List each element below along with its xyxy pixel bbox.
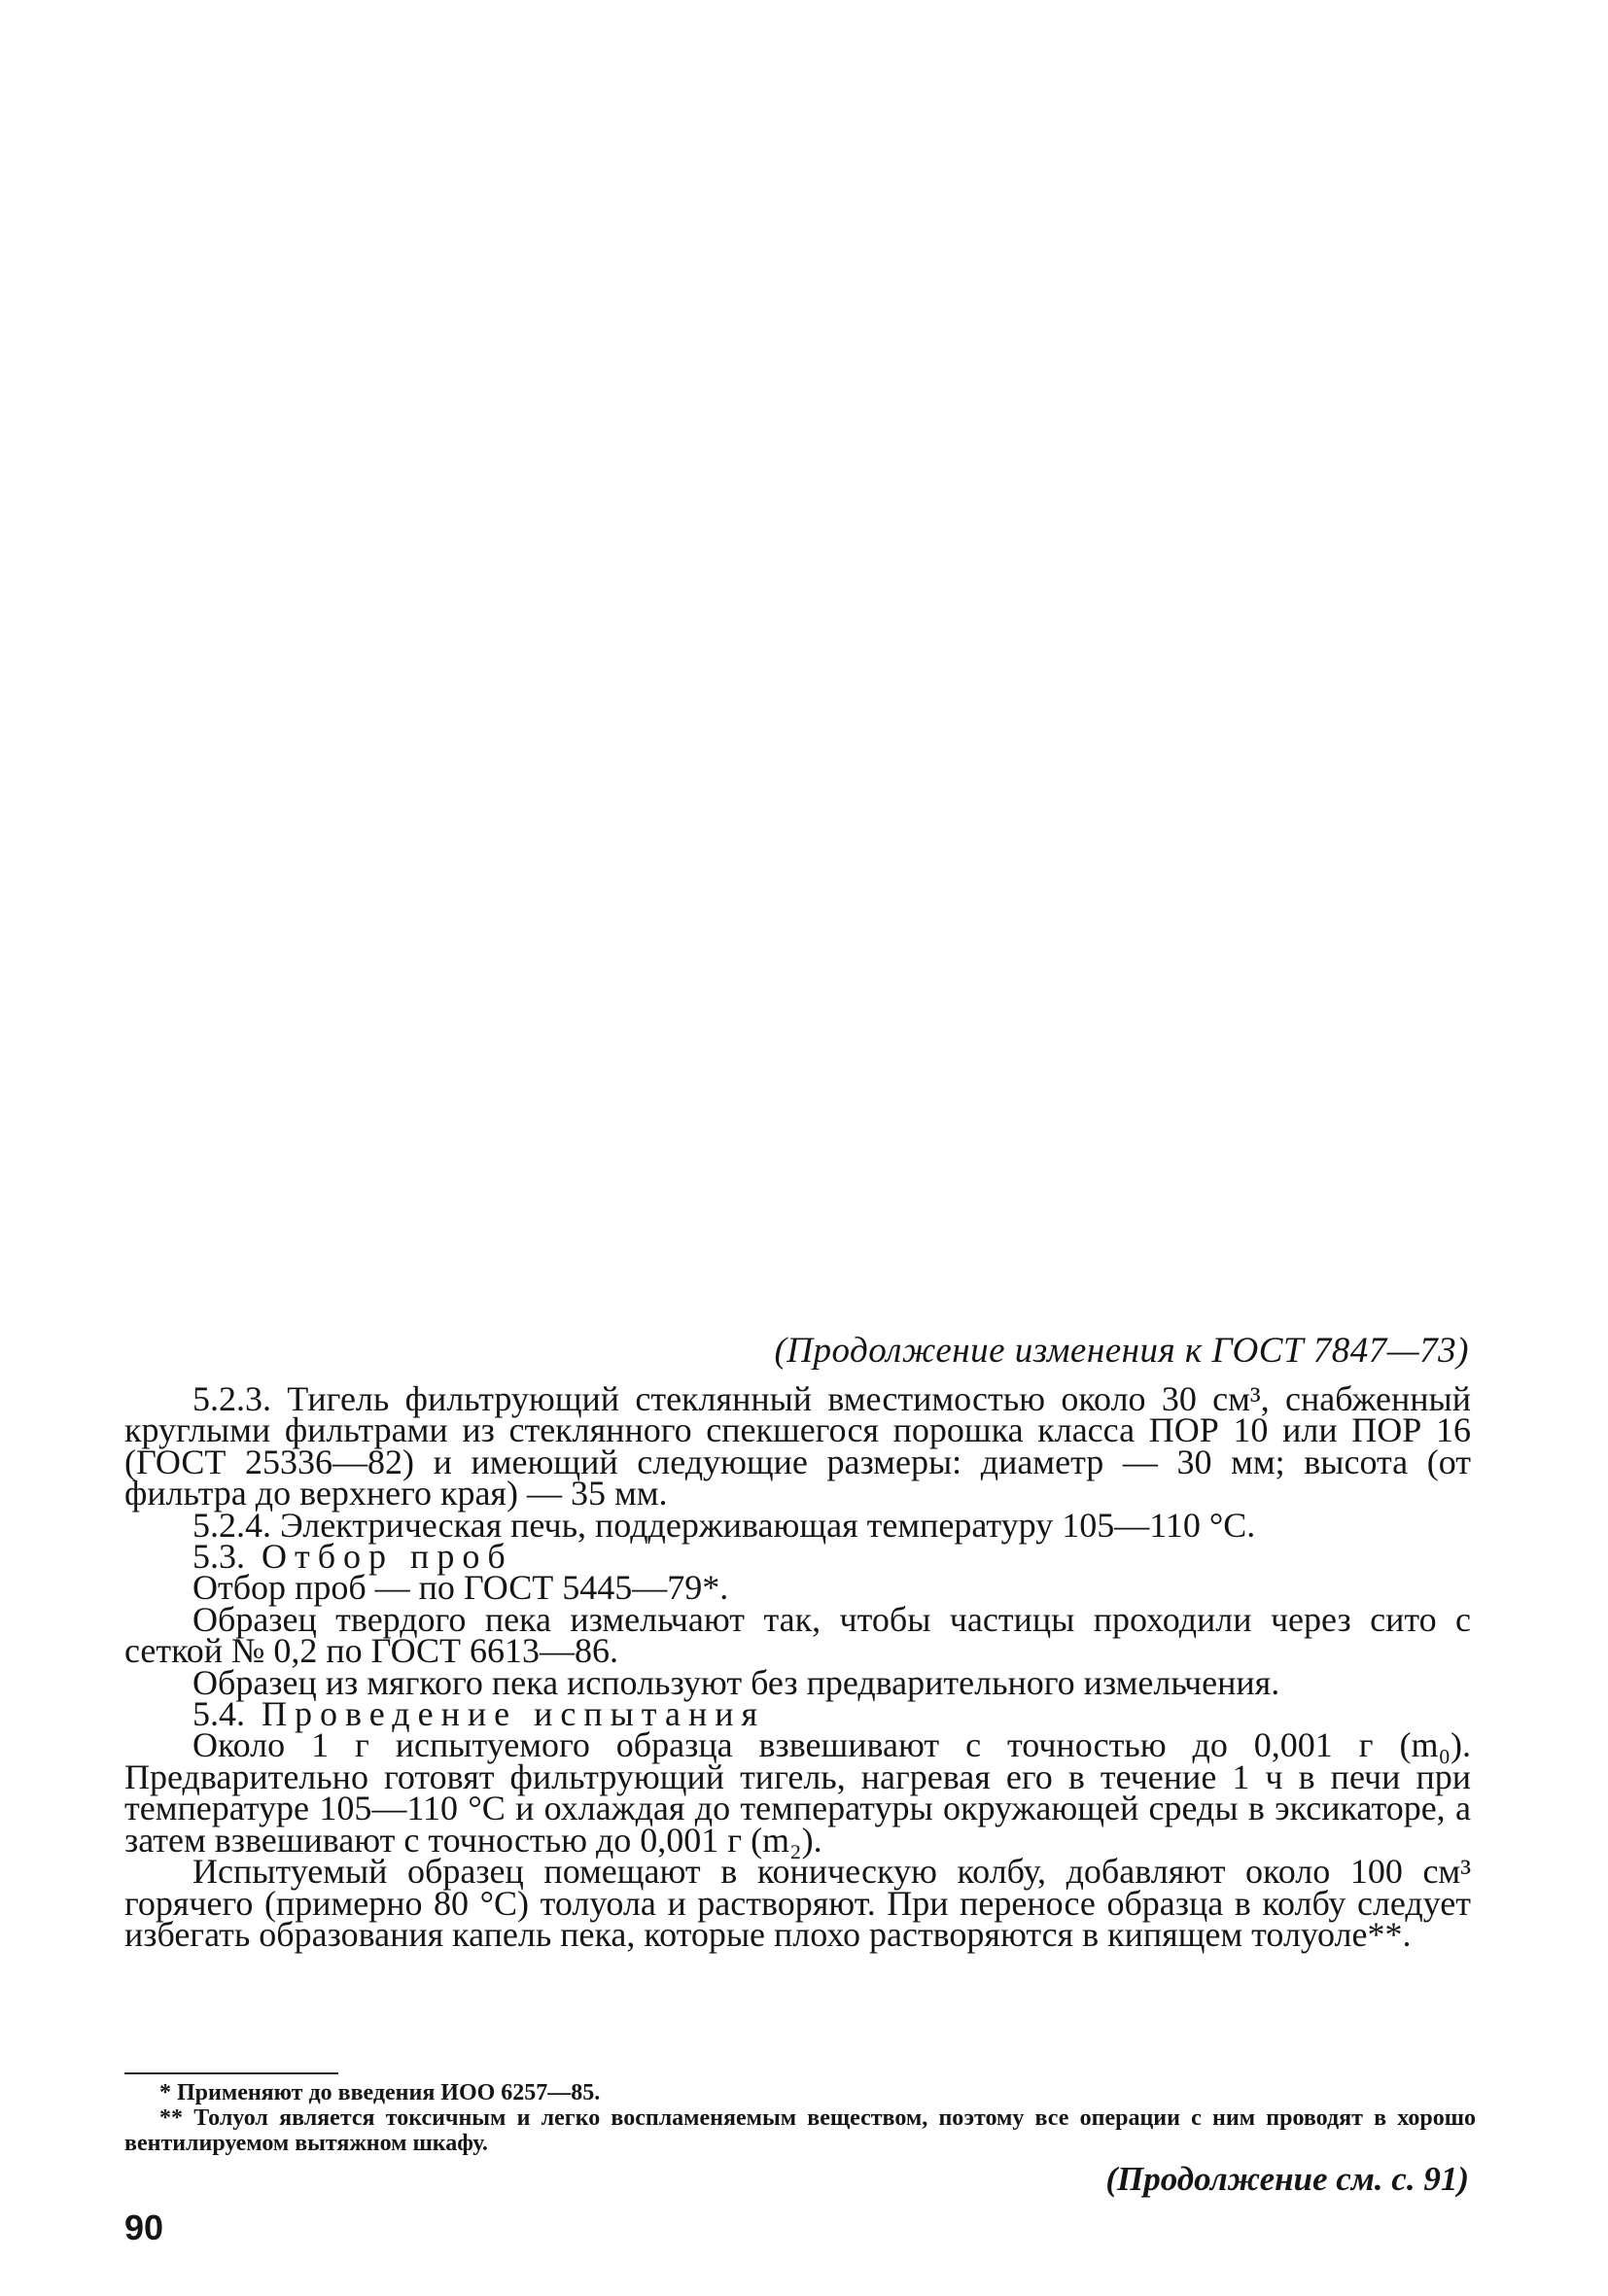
paragraph-5-2-4: 5.2.4. Электрическая печь, поддерживающая температуру 105—110 °С. [192, 1505, 1256, 1545]
footnote-1: * Применяют до введения ИОО 6257—85. [159, 2080, 601, 2105]
footnote-divider [124, 2072, 338, 2074]
footnote-2: ** Толуол является токсичным и легко воспламеняемым веществом, поэтому все операции с ним проводят в хорошо вентилируемом вытяжном шкафу. [124, 2105, 1476, 2156]
continuation-header: (Продолжение изменения к ГОСТ 7847—73) [774, 1331, 1469, 1371]
section-title: Отбор проб [262, 1537, 513, 1577]
paragraph-5-2-3: 5.2.3. Тигель фильтрующий стеклянный вместимостью около 30 см³, снабженный круглыми фильтрами из стеклянного спекшегося порошка класса ПОР 10 или ПОР 16 (ГОСТ 25336—82) и имеющий следующие размеры: диаметр — 30 мм; высота (от фильтра до верхнего края) — 35 мм. [124, 1379, 1471, 1513]
paragraph-hard-pitch: Образец твердого пека измельчают так, чтобы частицы проходили через сито с сеткой № 0,2 по ГОСТ 6613—86. [124, 1599, 1471, 1671]
continuation-footer: (Продолжение см. с. 91) [1105, 2160, 1469, 2198]
paragraph-dissolving: Испытуемый образец помещают в коническую колбу, добавляют около 100 см³ горячего (примерно 80 °С) толуола и растворяют. При переносе образца в колбу следует избегать образования капель пека, которые плохо растворяются в кипящем толуоле**. [124, 1852, 1471, 1954]
section-title: Проведение испытания [262, 1694, 766, 1734]
page-number: 90 [124, 2208, 164, 2247]
paragraph-weighing: Около 1 г испытуемого образца взвешивают с точностью до 0,001 г (m₀). Предварительно готовят фильтрующий тигель, нагревая его в течение 1 ч в печи при температуре 105—110 °С и охлаждая до температуры окружающей среды в эксикаторе, а затем взвешивают с точностью до 0,001 г (m₂). [124, 1725, 1471, 1860]
section-number: 5.3. [192, 1537, 245, 1577]
paragraph-soft-pitch: Образец из мягкого пека используют без предварительного измельчения. [192, 1662, 1280, 1702]
section-number: 5.4. [192, 1694, 245, 1734]
footnotes [124, 2080, 1476, 2156]
paragraph-sampling-standard: Отбор проб — по ГОСТ 5445—79*. [192, 1568, 729, 1608]
body-text [124, 1379, 1471, 1954]
